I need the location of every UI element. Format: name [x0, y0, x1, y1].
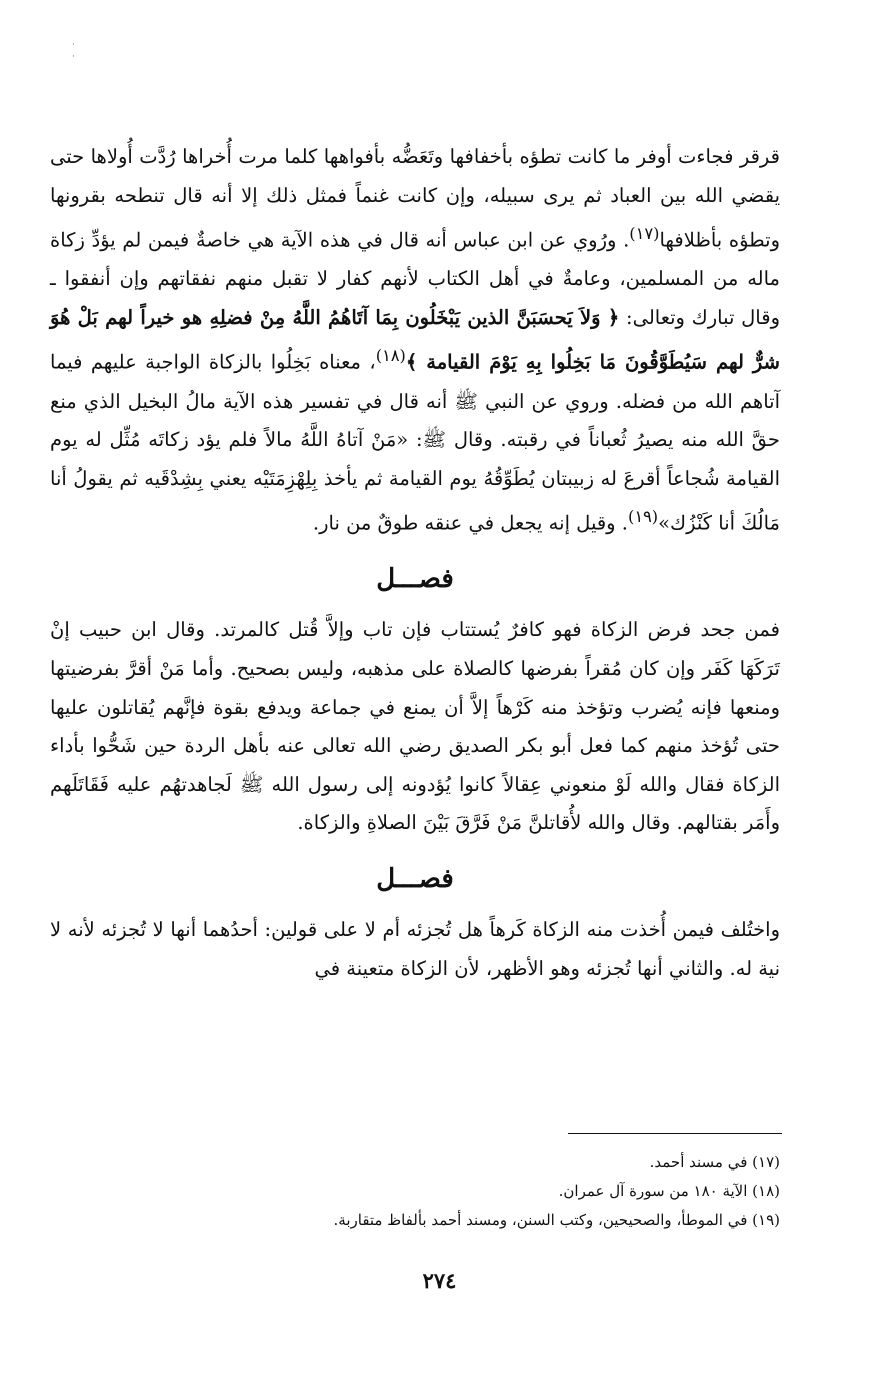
text-run: . وقيل إنه يجعل في عنقه طوقٌ من نار. — [312, 511, 628, 535]
footnote-ref: (١٨) — [375, 346, 406, 366]
page-number: ٢٧٤ — [422, 1268, 457, 1293]
section-heading-text: فصـــل — [376, 864, 454, 894]
page-body — [50, 138, 780, 988]
paragraph: فمن جحد فرض الزكاة فهو كافرٌ يُستتاب فإن تاب وإلاَّ قُتل كالمرتد. وقال ابن حبيب إنْ تَرَكَهَا كَفَر وإن كان مُقراً بفرضها كالصلاة على مذهبه، وليس بصحيح. وأما مَنْ أقرَّ بفرضيتها ومنعها فإنه يُضرب وتؤخذ منه كَرْهاً إلاَّ أن يمنع في جماعة ويدفع بقوة فإنَّهم يُقاتلون عليها حتى تُؤخذ منهم كما فعل أبو بكر الصديق رضي الله تعالى عنه بأهل الردة حين شَحُّوا بأداء الزكاة فقال والله لَوْ منعوني عِقالاً كانوا يُؤدونه إلى رسول الله ﷺ لَجاهدتهُم عليه فَقَاتَلَهم وأَمَر بقتالهم. وقال والله لأُقاتلنَّ مَنْ فَرَّقَ بَيْنَ الصلاةِ والزكاة. — [50, 618, 780, 835]
footnote-ref: (١٩) — [627, 507, 659, 527]
footnote: (١٨) الآية ١٨٠ من سورة آل عمران. — [558, 1182, 780, 1200]
paragraph: واختُلف فيمن أُخذت منه الزكاة كَرهاً هل تُجزئه أم لا على قولين: أحدُهما أنها لا تُجزئه لأنه لا نية له. والثاني أنها تُجزئه وهو الأظهر، لأن الزكاة متعينة في — [50, 918, 780, 980]
footnotes — [50, 1148, 780, 1235]
quran-verse: ﴿ وَلاَ يَحسَبَنَّ الذين يَبْخَلُون بِمَا آتَاهُمُ اللَّهُ مِنْ فضلِهِ هو خيراً لهم بَلْ هُوَ شرٌّ لهم سَيُطَوَّقُونَ مَا بَخِلُوا بِهِ يَوْمَ القيامة ﴾ — [50, 305, 780, 374]
paragraph — [50, 138, 780, 543]
text-run: . ورُوي عن ابن عباس أنه قال في هذه الآية هي خاصةٌ فيمن لم يؤدِّ زكاة ماله من المسلمين، وعامةٌ في أهل الكتاب لأنهم كفار لا تقبل منهم نفقاتهم وإن أنفقوا ـ وقال تبارك وتعالى: — [50, 228, 780, 329]
footnote-ref: (١٧) — [629, 224, 660, 244]
footnote-separator — [568, 1133, 782, 1134]
text-run: ، معناه بَخِلُوا بالزكاة الواجبة عليهم فيما آتاهم الله من فضله. وروي عن النبي ﷺ أنه قال في تفسير هذه الآية مالُ البخيل الذي منع حقَّ الله منه يصيرُ ثُعباناً في رقبته. وقال ﷺ: «مَنْ آتاهُ اللَّهُ مالاً فلم يؤد زكاتَه مُثِّل له يوم القيامة شُجاعاً أقرعَ له زبيبتان يُطَوِّقُهُ يوم القيامة ثم يأخذ بِلِهْزِمَتَيْه يعني بِشِدْقَيه ثم يقولُ أنا مَالُكَ أنا كَنْزُك» — [50, 350, 780, 535]
scan-mark: · — [72, 52, 75, 62]
section-heading — [50, 857, 780, 901]
footnote: (١٧) في مسند أحمد. — [649, 1153, 780, 1171]
section-heading — [50, 557, 780, 601]
scan-mark: · — [72, 40, 75, 50]
text-run: قرقر فجاءت أوفر ما كانت تطؤه بأخفافها وتَعَضُّه بأفواهها كلما مرت أُخراها رُدَّت أُولاها حتى يقضي الله بين العباد ثم يرى سبيله، وإن كانت غنماً فمثل ذلك إلا أنه قال تنطحه بقرونها وتطؤه بأظلافها — [50, 145, 780, 252]
footnote: (١٩) في الموطأ، والصحيحين، وكتب السنن، ومسند أحمد بألفاظ متقاربة. — [333, 1211, 780, 1229]
section-heading-text: فصـــل — [376, 564, 454, 595]
